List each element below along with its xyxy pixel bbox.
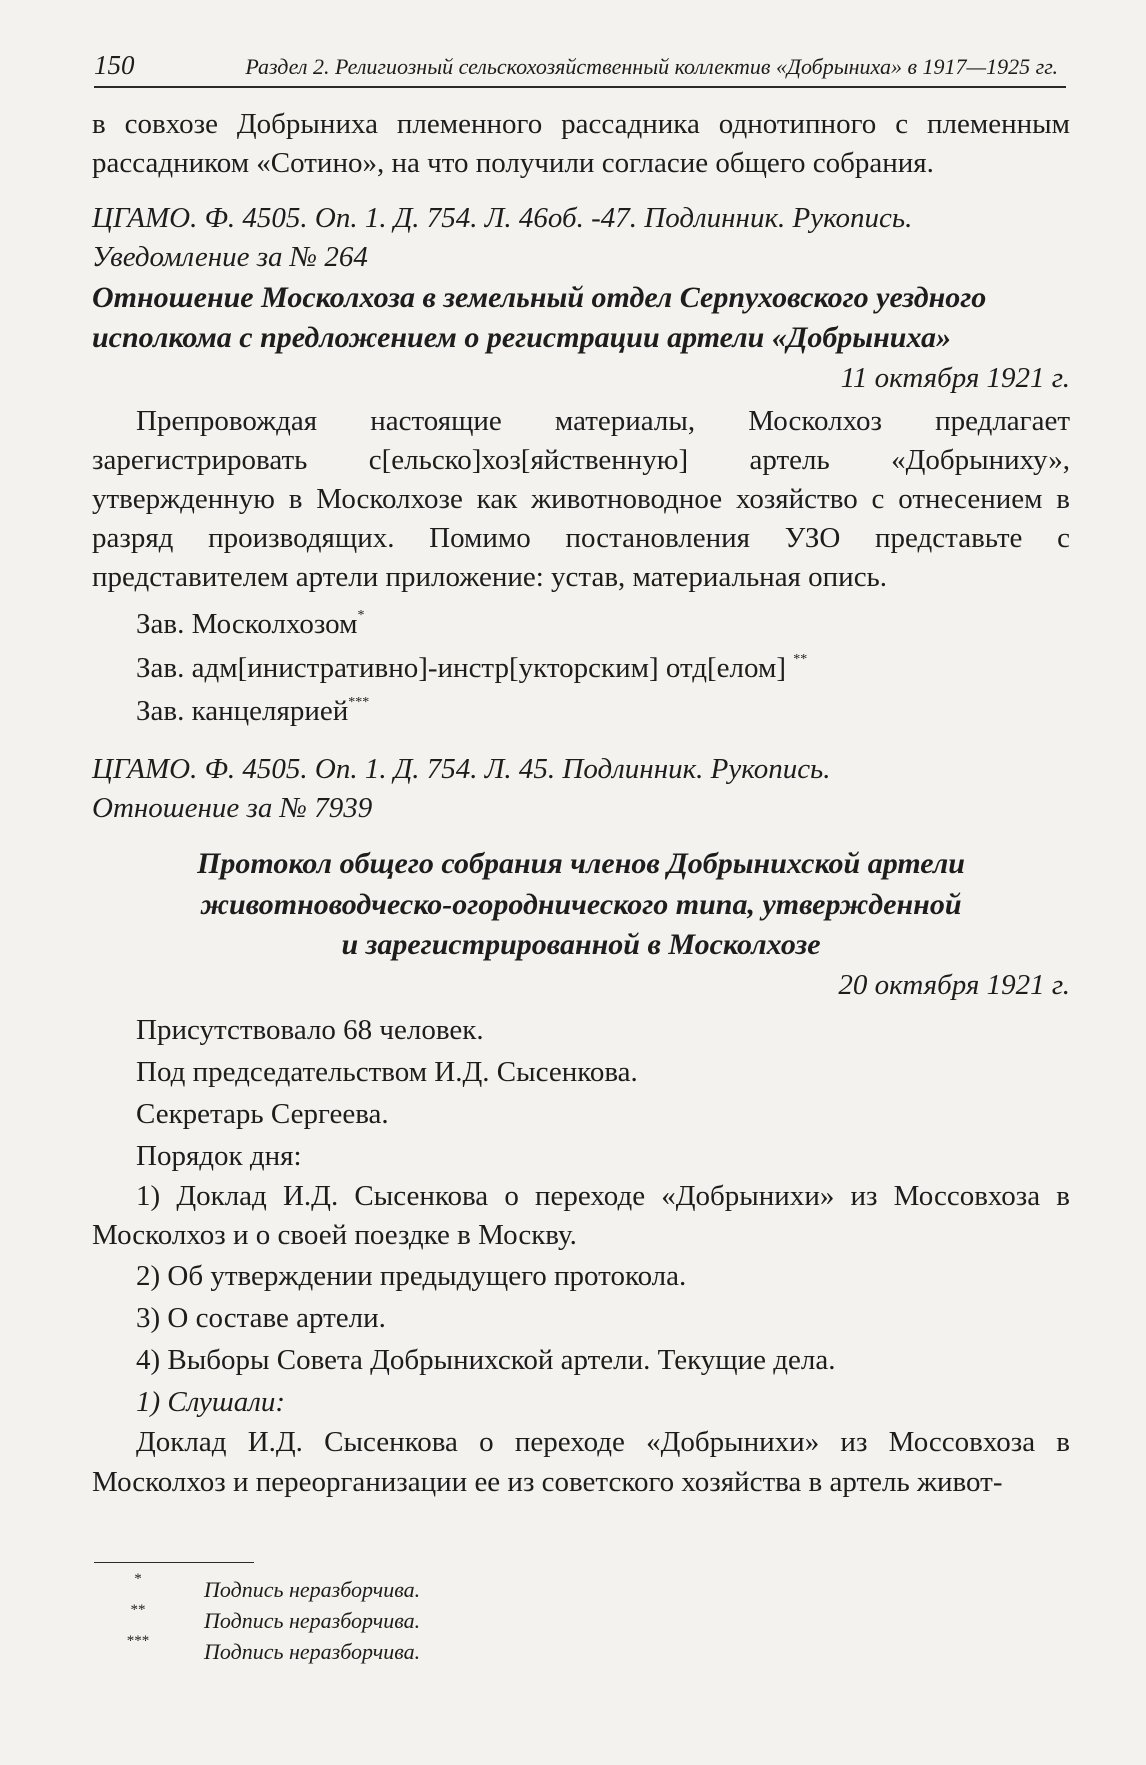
agenda-item: 3) О составе артели.: [136, 1302, 386, 1335]
protocol-date: 20 октября 1921 г.: [838, 968, 1070, 1001]
page-header: [94, 50, 1066, 88]
protocol-line: Секретарь Сергеева.: [136, 1097, 389, 1130]
agenda-item: 1) Доклад И.Д. Сысенкова о переходе «Добрынихи» из Моссовхоза в Москолхоз и о своей поездке в Москву.: [92, 1180, 1070, 1252]
footnotes: [94, 1562, 1066, 1664]
signature-line: Зав. Москолхозом*: [136, 608, 365, 641]
heard-text: Доклад И.Д. Сысенкова о переходе «Добрынихи» из Моссовхоза в Москолхоз и переорганизации ее из советского хозяйства в артель живот-: [92, 1426, 1070, 1498]
signature-line: Зав. канцелярией***: [136, 695, 370, 728]
signature-block: [92, 603, 1070, 734]
document-title: Отношение Москолхоза в земельный отдел Серпуховского уездного исполкома с предложением о регистрации артели «Добрыниха»: [92, 280, 987, 355]
protocol-title: Протокол общего собрания членов Добрынихской артели животноводческо-огороднического типа, утвержденной и зарегистрированной в Москолхозе: [197, 847, 965, 962]
agenda-item: 4) Выборы Совета Добрынихской артели. Текущие дела.: [136, 1344, 836, 1377]
page-number: 150: [94, 50, 135, 80]
notice-number: Уведомление за № 264: [92, 241, 368, 274]
page-content: [92, 105, 1070, 1502]
document-date: 11 октября 1921 г.: [840, 361, 1070, 394]
footnote-divider: [94, 1562, 254, 1563]
archive-reference: ЦГАМО. Ф. 4505. Оп. 1. Д. 754. Л. 45. Подлинник. Рукопись.: [92, 752, 831, 785]
document-body: Препровождая настоящие материалы, Москолхоз предлагает зарегистрировать с[ельско]хоз[яйственную] артель «Добрыниху», утвержденную в Москолхозе как животноводное хозяйство с отнесением в разряд производящих. Помимо постановления УЗО представьте с представителем артели приложение: устав, материальная опись.: [92, 404, 1070, 594]
protocol-line: Присутствовало 68 человек.: [136, 1013, 484, 1046]
footnote-mark: ***: [348, 695, 370, 711]
footnote: * Подпись неразборчива.: [134, 1571, 421, 1602]
notice-number: Отношение за № 7939: [92, 792, 373, 825]
archive-reference: ЦГАМО. Ф. 4505. Оп. 1. Д. 754. Л. 46об. -47. Подлинник. Рукопись.: [92, 202, 913, 235]
footnote: *** Подпись неразборчива.: [126, 1633, 421, 1664]
heard-label: 1) Слушали:: [136, 1386, 286, 1419]
opening-paragraph: в совхозе Добрыниха племенного рассадника однотипного с племенным рассадником «Сотино», на что получили согласие общего собрания.: [92, 108, 1070, 180]
running-title: Раздел 2. Религиозный сельскохозяйственный коллектив «Добрыниха» в 1917—1925 гг.: [245, 54, 1058, 79]
protocol-line: Порядок дня:: [136, 1139, 302, 1172]
signature-line: Зав. адм[инистративно]-инстр[укторским] отд[елом] **: [136, 651, 808, 684]
footnote-mark: **: [793, 651, 808, 667]
footnote-mark: *: [357, 608, 365, 624]
footnote: ** Подпись неразборчива.: [130, 1602, 421, 1633]
agenda-item: 2) Об утверждении предыдущего протокола.: [136, 1260, 687, 1293]
protocol-line: Под председательством И.Д. Сысенкова.: [136, 1055, 638, 1088]
